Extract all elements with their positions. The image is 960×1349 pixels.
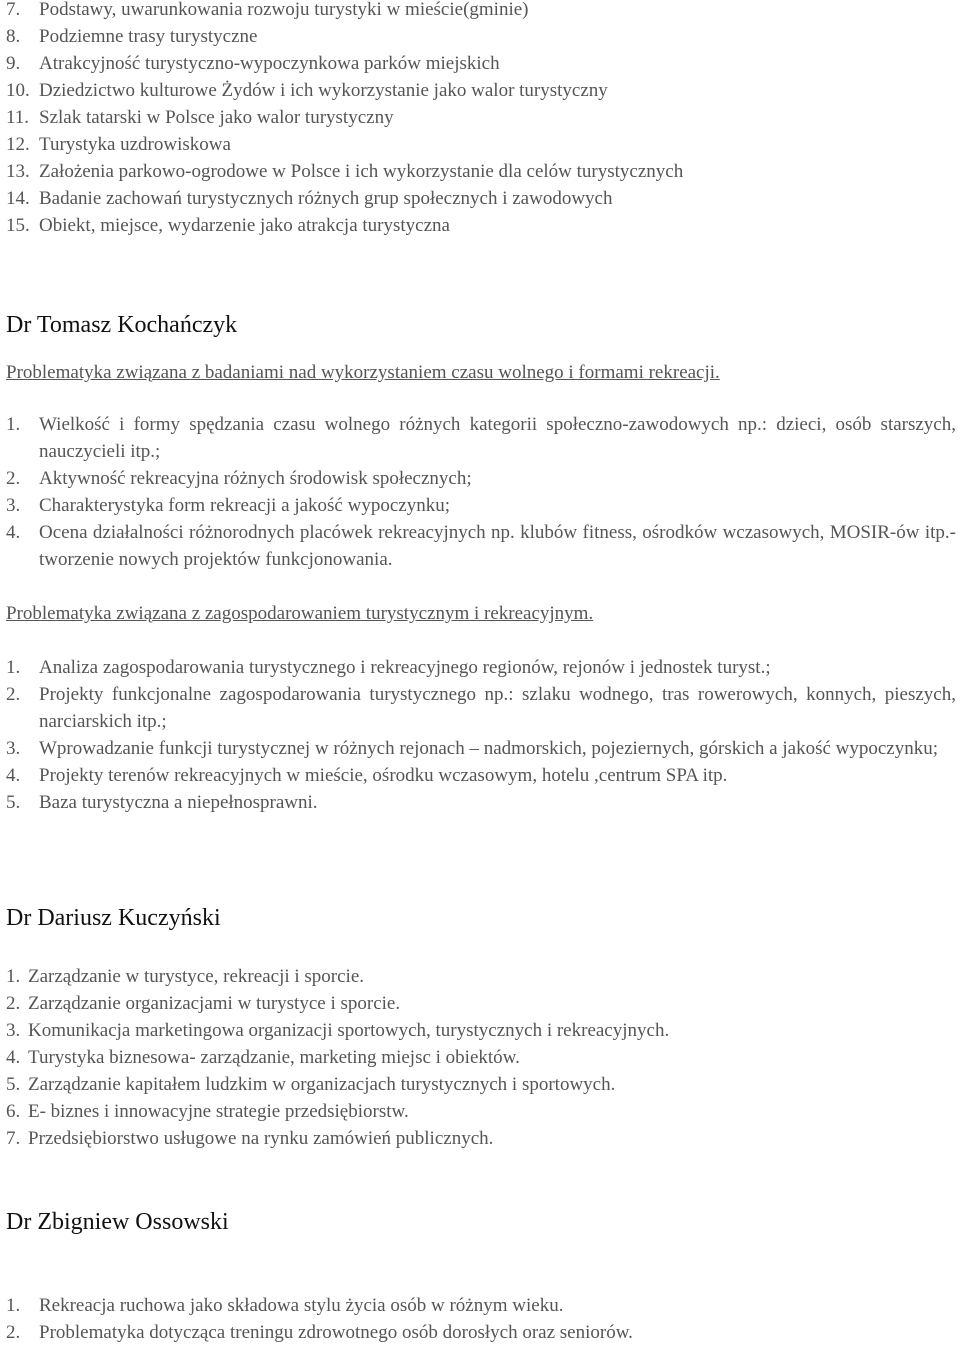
list-item: 2. Problematyka dotycząca treningu zdrowotnego osób dorosłych oraz seniorów. (6, 1322, 633, 1343)
list-item: 7. Przedsiębiorstwo usługowe na rynku zamówień publicznych. (6, 1128, 494, 1149)
section-kuczynski (6, 903, 956, 933)
list-item: 2. Aktywność rekreacyjna różnych środowisk społecznych; (6, 468, 472, 489)
list-item: 1. Rekreacja ruchowa jako składowa stylu życia osób w różnym wieku. (6, 1295, 564, 1316)
list-item: 15. Obiekt, miejsce, wydarzenie jako atrakcja turystyczna (6, 215, 450, 236)
topic-list-development (6, 654, 956, 816)
section-kochanczyk (6, 310, 956, 340)
topic-list-kuczynski (6, 963, 956, 1152)
list-item: 1. Analiza zagospodarowania turystycznego i rekreacyjnego regionów, rejonów i jednostek turyst.; (6, 657, 771, 678)
list-item: 8. Podziemne trasy turystyczne (6, 26, 258, 47)
list-item: 3. Komunikacja marketingowa organizacji sportowych, turystycznych i rekreacyjnych. (6, 1020, 670, 1041)
list-item: 12. Turystyka uzdrowiskowa (6, 134, 231, 155)
list-item: 4. Turystyka biznesowa- zarządzanie, marketing miejsc i obiektów. (6, 1047, 520, 1068)
subheading-leisure (6, 359, 956, 386)
list-item: 5. Baza turystyczna a niepełnosprawni. (6, 792, 318, 813)
subheading: Problematyka związana z badaniami nad wykorzystaniem czasu wolnego i formami rekreacji. (6, 362, 720, 383)
list-item: 9. Atrakcyjność turystyczno-wypoczynkowa parków miejskich (6, 53, 500, 74)
list-item: 6. E- biznes i innowacyjne strategie przedsiębiorstw. (6, 1101, 409, 1122)
list-item: 4. Projekty terenów rekreacyjnych w mieście, ośrodku wczasowym, hotelu ,centrum SPA itp. (6, 765, 728, 786)
list-item: 3. Wprowadzanie funkcji turystycznej w różnych rejonach – nadmorskich, pojeziernych, górskich a jakość wypoczynku; (6, 738, 939, 759)
list-item: 7. Podstawy, uwarunkowania rozwoju turystyki w mieście(gminie) (6, 0, 529, 20)
list-item: 5. Zarządzanie kapitałem ludzkim w organizacjach turystycznych i sportowych. (6, 1074, 616, 1095)
list-item: 3. Charakterystyka form rekreacji a jakość wypoczynku; (6, 495, 450, 516)
list-item: 10. Dziedzictwo kulturowe Żydów i ich wykorzystanie jako walor turystyczny (6, 80, 608, 101)
topic-list-leisure (6, 411, 956, 573)
topic-list-top (6, 0, 956, 239)
section-ossowski (6, 1207, 956, 1237)
list-item: 11. Szlak tatarski w Polsce jako walor turystyczny (6, 107, 394, 128)
subheading: Problematyka związana z zagospodarowaniem turystycznym i rekreacyjnym. (6, 603, 594, 624)
list-item: 13. Założenia parkowo-ogrodowe w Polsce i ich wykorzystanie dla celów turystycznych (6, 161, 684, 182)
section-heading: Dr Tomasz Kochańczyk (6, 312, 238, 338)
section-heading: Dr Dariusz Kuczyński (6, 905, 221, 931)
list-item: 4. Ocena działalności różnorodnych placówek rekreacyjnych np. klubów fitness, ośrodków wczasowych, MOSIR-ów itp.-tworzenie nowych projektów funkcjonowania. (6, 522, 956, 570)
subheading-development (6, 600, 956, 627)
list-item: 1. Zarządzanie w turystyce, rekreacji i sporcie. (6, 966, 365, 987)
list-item: 1. Wielkość i formy spędzania czasu wolnego różnych kategorii społeczno-zawodowych np.: dzieci, osób starszych, nauczycieli itp.; (6, 414, 956, 462)
topic-list-ossowski (6, 1292, 956, 1346)
section-heading: Dr Zbigniew Ossowski (6, 1209, 229, 1235)
list-item: 14. Badanie zachowań turystycznych różnych grup społecznych i zawodowych (6, 188, 613, 209)
list-item: 2. Zarządzanie organizacjami w turystyce i sporcie. (6, 993, 401, 1014)
list-item: 2. Projekty funkcjonalne zagospodarowania turystycznego np.: szlaku wodnego, tras rowerowych, konnych, pieszych, narciarskich itp.; (6, 684, 956, 732)
